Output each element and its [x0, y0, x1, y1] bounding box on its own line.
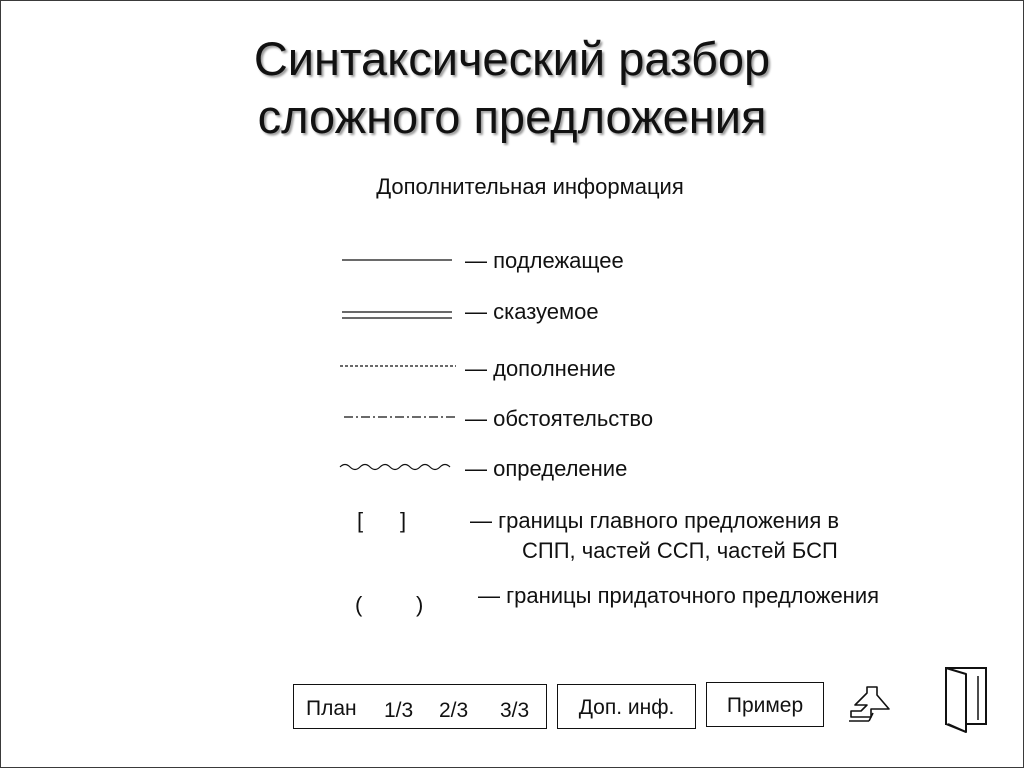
- legend-label-attribute: — определение: [465, 456, 628, 481]
- slide-title-line-2: сложного предложения: [257, 90, 767, 143]
- square-bracket-open-symbol: [: [357, 508, 364, 533]
- round-bracket-open-symbol: (: [355, 592, 363, 617]
- legend-label-main-clause-line-2: СПП, частей ССП, частей БСП: [522, 538, 838, 563]
- legend-label-subject: — подлежащее: [465, 248, 624, 273]
- return-arrow-icon[interactable]: [845, 683, 895, 725]
- slide-title-line-1: Синтаксический разбор: [253, 32, 771, 85]
- legend-label-subordinate-clause: — границы придаточного предложения: [478, 583, 880, 608]
- plan-button-group: [293, 684, 547, 729]
- plan-page-3-link[interactable]: 3/3: [500, 699, 530, 722]
- exit-door-icon[interactable]: [942, 664, 992, 736]
- square-bracket-close-symbol: ]: [400, 508, 407, 533]
- round-bracket-close-symbol: ): [416, 592, 424, 617]
- plan-page-2-link[interactable]: 2/3: [439, 699, 469, 722]
- attribute-wavy-line-symbol: [340, 465, 450, 470]
- predicate-double-line-symbol: [342, 312, 452, 318]
- legend-label-object: — дополнение: [465, 356, 616, 381]
- subtitle: Дополнительная информация: [376, 174, 684, 199]
- legend-label-main-clause-line-1: — границы главного предложения в: [470, 508, 840, 533]
- plan-button[interactable]: План: [306, 697, 357, 720]
- legend-label-predicate: — сказуемое: [465, 299, 599, 324]
- additional-info-button[interactable]: Доп. инф.: [557, 684, 696, 729]
- legend-label-adverbial: — обстоятельство: [465, 406, 654, 431]
- example-button[interactable]: Пример: [706, 682, 824, 727]
- legend-symbols: [330, 245, 470, 485]
- plan-page-1-link[interactable]: 1/3: [384, 699, 414, 722]
